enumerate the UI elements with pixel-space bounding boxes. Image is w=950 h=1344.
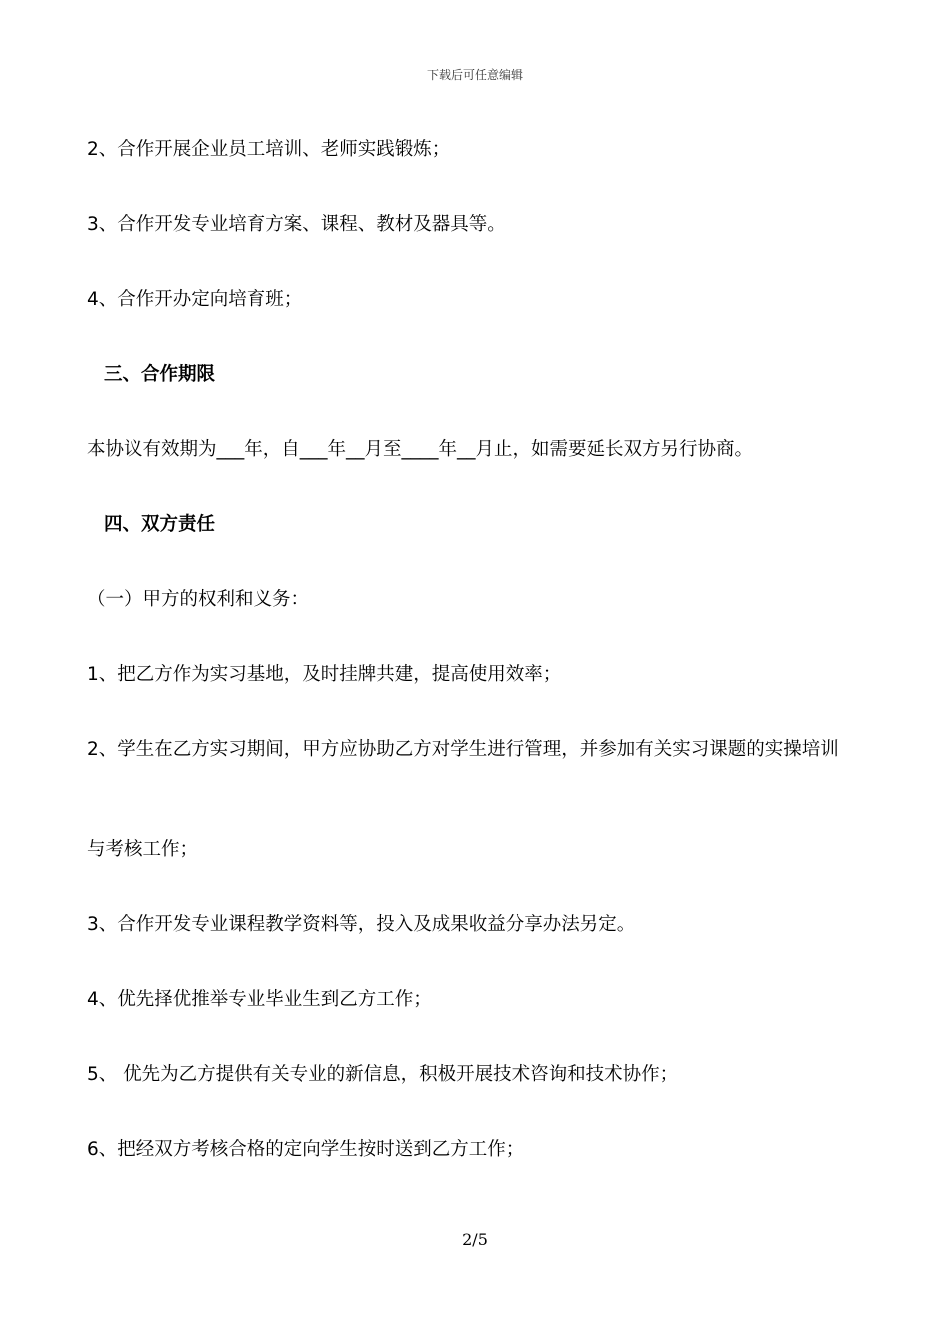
clause-line: 2、学生在乙方实习期间，甲方应协助乙方对学生进行管理，并参加有关实习课题的实操培训	[87, 739, 839, 760]
clause-line: 3、合作开发专业课程教学资料等，投入及成果收益分享办法另定。	[87, 914, 636, 935]
section-heading: 四、双方责任	[104, 514, 216, 535]
clause-line: 5、 优先为乙方提供有关专业的新信息，积极开展技术咨询和技术协作；	[87, 1064, 679, 1085]
subsection-heading: （一）甲方的权利和义务：	[87, 589, 310, 610]
page-header: 下载后可任意编辑	[426, 68, 523, 82]
clause-line: 与考核工作；	[87, 839, 199, 860]
page-number: 2/5	[462, 1230, 488, 1249]
clause-line: 1、把乙方作为实习基地，及时挂牌共建，提高使用效率；	[87, 664, 562, 685]
clause-line: 2、合作开展企业员工培训、老师实践锻炼；	[87, 139, 451, 160]
clause-line: 4、优先择优推举专业毕业生到乙方工作；	[87, 989, 432, 1010]
clause-line: 3、合作开发专业培育方案、课程、教材及器具等。	[87, 214, 506, 235]
section-heading: 三、合作期限	[104, 364, 216, 385]
clause-line: 4、合作开办定向培育班；	[87, 289, 303, 310]
clause-line: 本协议有效期为___年，自___年__月至____年__月止，如需要延长双方另行协商。	[87, 439, 754, 460]
clause-line: 6、把经双方考核合格的定向学生按时送到乙方工作；	[87, 1139, 525, 1160]
